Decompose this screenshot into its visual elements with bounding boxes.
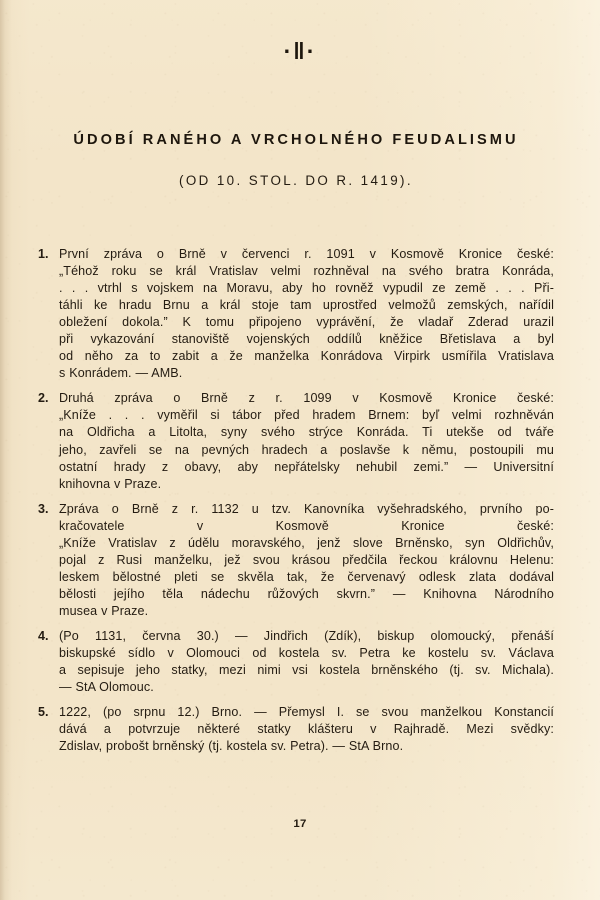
chapter-title: ÚDOBÍ RANÉHO A VRCHOLNÉHO FEUDALISMU — [73, 131, 519, 148]
entry-number: 1. — [38, 247, 49, 261]
entry-line: ostatní hrady z obavy, aby nepřátelsky nehubil zemi.” — Universitní — [59, 459, 554, 474]
entry-text — [59, 246, 554, 382]
entry-line: (Po 1131, června 30.) — Jindřich (Zdík), biskup olomoucký, přenáší — [59, 628, 554, 643]
entry — [38, 390, 554, 492]
entry-line: na Oldřicha a Litolta, syny svého strýce Konráda. Ti utekše od tváře — [59, 425, 554, 440]
entry-line: pojal z Rusi manželku, jež svou krásou předčila řeckou královnu Helenu: — [59, 552, 554, 567]
entry-text — [59, 390, 554, 492]
page-number: 17 — [293, 818, 307, 830]
entry-line: leskem bělostné pleti se skvěla tak, že červenavý odlesk zlata dodával — [59, 569, 554, 584]
chapter-ornament: ·‖· — [283, 38, 317, 64]
entry-line: obležení dokola.” K tomu připojeno vyprávění, že vladař Zderad urazil — [59, 315, 554, 330]
entry-line: jeho, zavřeli se na pevných hradech a poslavše k němu, postoupili mu — [59, 442, 554, 457]
entry-line: „Kníže . . . vyměřil si tábor před hradem Brnem: byľ velmi rozhněván — [59, 408, 554, 423]
entry-line: bělosti jejího těla nádechu růžových skvrn.” — Knihovna Národního — [59, 586, 554, 601]
entry-text — [59, 628, 554, 696]
entry-number: 4. — [38, 628, 49, 643]
entry-line: Zpráva o Brně z r. 1132 u tzv. Kanovníka vyšehradského, prvního po- — [59, 501, 554, 516]
entry-line: táhli ke hradu Brnu a král stoje tam uprostřed velmožů zemských, nařídil — [59, 298, 554, 313]
entry-line: s Konrádem. — AMB. — [59, 366, 183, 381]
entry-list — [38, 246, 554, 755]
entry-text — [59, 501, 554, 620]
entry-line: knihovna v Praze. — [59, 476, 162, 491]
entry-line: při vykazování stanoviště vojenských oddílů kněžice Břetislava a byl — [59, 332, 554, 347]
entry-line: Druhá zpráva o Brně z r. 1099 v Kosmově Kronice české: — [59, 391, 554, 406]
entry-line: dává a potvrzuje některé statky klášteru v Rajhradě. Mezi svědky: — [59, 722, 554, 737]
entry-number: 2. — [38, 391, 49, 406]
entry-text — [59, 704, 554, 755]
entry-line: „Téhož roku se král Vratislav velmi rozhněval na svého bratra Konráda, — [59, 264, 554, 279]
entry-line: Zdislav, probošt brněnský (tj. kostela sv. Petra). — StA Brno. — [59, 739, 404, 754]
entry-line: 1222, (po srpnu 12.) Brno. — Přemysl I. se svou manželkou Konstancií — [59, 705, 554, 720]
entry — [38, 501, 554, 620]
entry — [38, 246, 554, 382]
entry-line: a sepisuje jeho statky, mezi nimi vsi kostela brněnského (tj. sv. Michala). — [59, 663, 554, 678]
entry-number: 3. — [38, 501, 49, 516]
entry-line: . . . vtrhl s vojskem na Moravu, aby ho rovněž vypudil ze země . . . Při- — [59, 281, 554, 296]
entry-line: kračovatele v Kosmově Kronice české: — [59, 518, 554, 533]
entry — [38, 704, 554, 755]
entry-line: „Kníže Vratislav z údělu moravského, jenž slove Brněnsko, syn Oldřichův, — [59, 535, 554, 550]
entry-line: — StA Olomouc. — [59, 680, 154, 695]
entry-line: První zpráva o Brně v červenci r. 1091 v Kosmově Kronice české: — [59, 247, 554, 261]
entry-line: biskupské sídlo v Olomouci od kostela sv. Petra ke kostelu sv. Václava — [59, 646, 554, 661]
entry — [38, 628, 554, 696]
entry-line: od něho za to zabit a že manželka Konrádova Virpirk usmířila Vratislava — [59, 349, 554, 364]
entry-line: musea v Praze. — [59, 603, 149, 618]
chapter-subtitle: (OD 10. STOL. DO R. 1419). — [178, 173, 414, 189]
entry-number: 5. — [38, 705, 49, 720]
